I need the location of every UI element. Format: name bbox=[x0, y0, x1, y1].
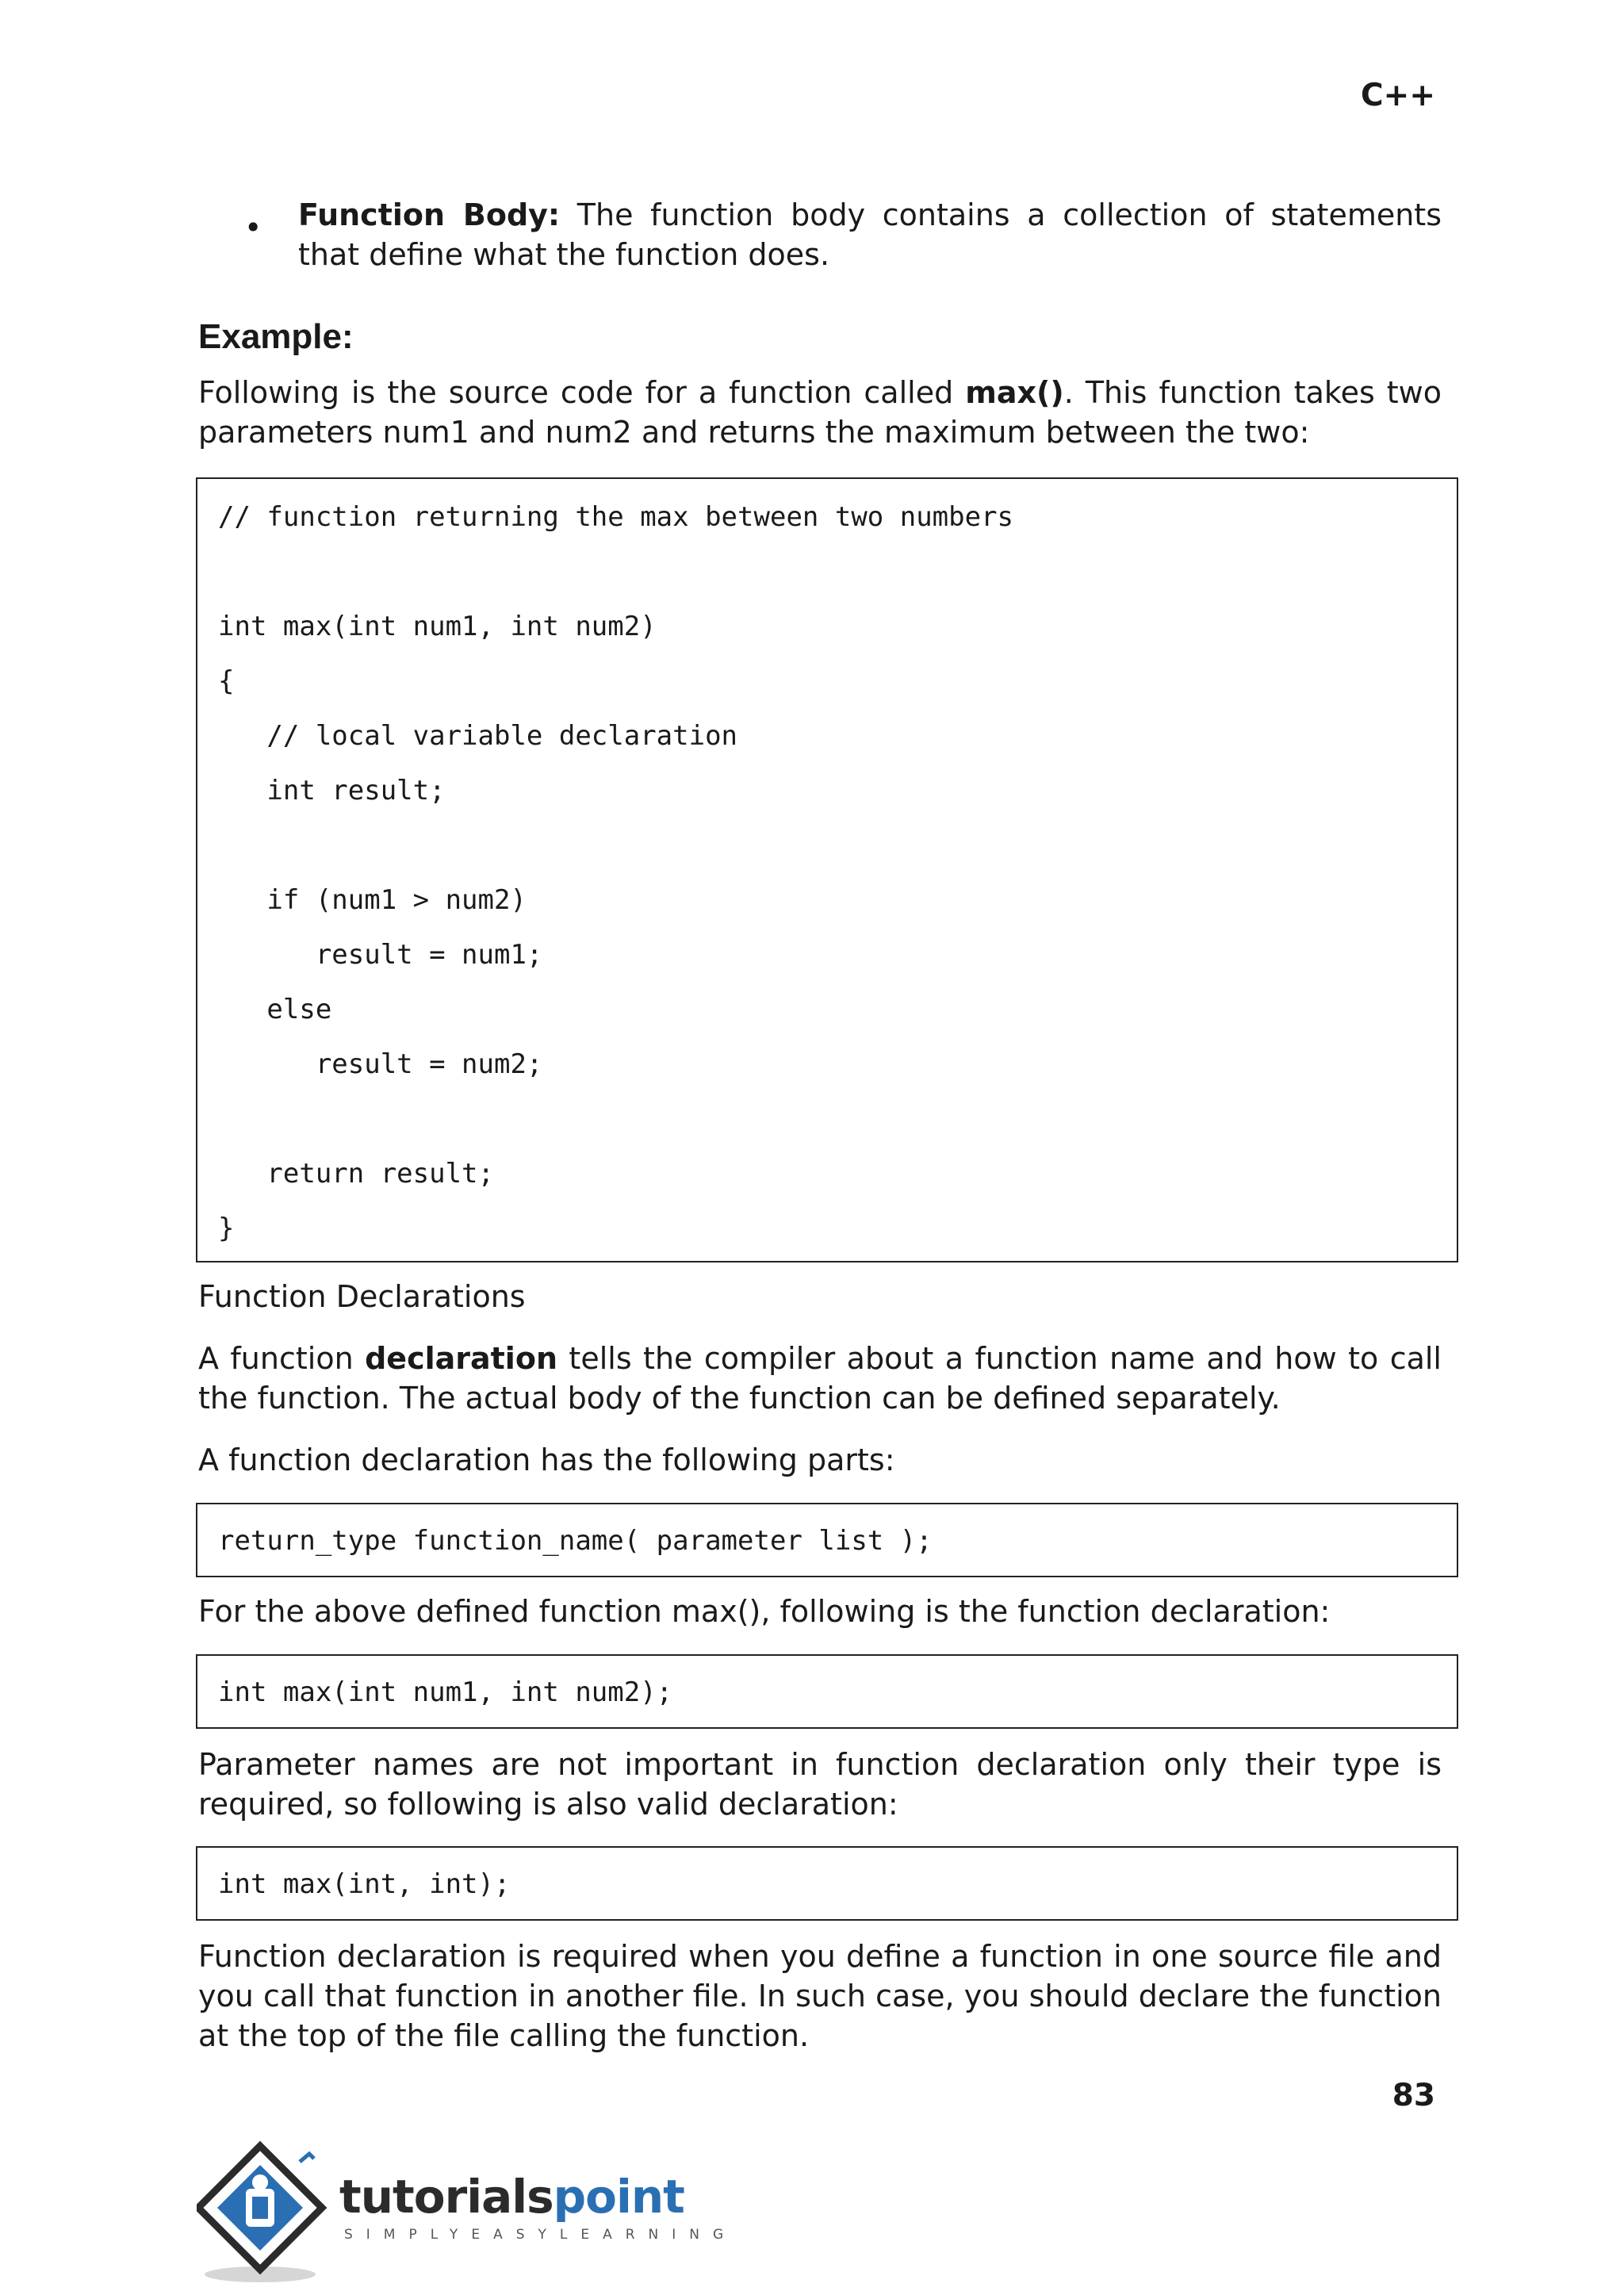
code-line: { bbox=[218, 665, 235, 697]
code-line: int max(int, int); bbox=[218, 1868, 511, 1900]
code-block-syntax bbox=[196, 1503, 1458, 1577]
bullet-label: Function Body: bbox=[298, 197, 561, 232]
code-line: int result; bbox=[218, 775, 446, 807]
logo-diamond-icon bbox=[197, 2138, 339, 2289]
code-line: } bbox=[218, 1213, 235, 1244]
example-heading: Example: bbox=[198, 317, 354, 356]
intro-bold: max() bbox=[965, 375, 1064, 410]
code-line: return result; bbox=[218, 1158, 494, 1190]
code-line: // local variable declaration bbox=[218, 720, 738, 752]
decl-before: A function bbox=[198, 1341, 366, 1376]
code-line: result = num2; bbox=[218, 1048, 543, 1080]
intro-after: . This function takes two parameters num1 and num2 and returns the maximum between the two: bbox=[198, 375, 1442, 450]
page-number: 83 bbox=[1392, 2078, 1435, 2113]
intro-before: Following is the source code for a function called bbox=[198, 375, 966, 410]
code-line: result = num1; bbox=[218, 939, 543, 971]
intro-paragraph bbox=[198, 373, 1442, 452]
code-line: else bbox=[218, 994, 332, 1025]
code-line: int max(int num1, int num2) bbox=[218, 611, 657, 642]
code-line: return_type function_name( parameter list ); bbox=[218, 1525, 933, 1557]
code-line: int max(int num1, int num2); bbox=[218, 1676, 673, 1708]
section-title: Function Declarations bbox=[198, 1279, 526, 1314]
bullet-dot: • bbox=[244, 210, 262, 245]
logo-wordmark: tutorialspoint bbox=[339, 2170, 684, 2224]
decl-after: tells the compiler about a function name and how to call the function. The actual body of the function can be defined separately. bbox=[198, 1341, 1442, 1416]
code-block-declaration bbox=[196, 1654, 1458, 1729]
decl-bold: declaration bbox=[365, 1341, 557, 1376]
running-header: C++ bbox=[1361, 78, 1435, 113]
code-line: if (num1 > num2) bbox=[218, 884, 527, 916]
logo-tagline: SIMPLYEASYLEARNING bbox=[344, 2227, 737, 2243]
code-line: // function returning the max between two numbers bbox=[218, 501, 1014, 533]
code-block-max bbox=[196, 477, 1458, 1262]
above-paragraph: For the above defined function max(), following is the function declaration: bbox=[198, 1594, 1331, 1629]
declaration-paragraph bbox=[198, 1339, 1442, 1418]
param-paragraph: Parameter names are not important in function declaration only their type is required, so following is also valid declaration: bbox=[198, 1747, 1442, 1822]
final-paragraph: Function declaration is required when you define a function in one source file and you call that function in another file. In such case, you should declare the function at the top of the file calling the function. bbox=[198, 1939, 1442, 2053]
bullet-item-function-body bbox=[298, 195, 1442, 274]
tutorialspoint-logo bbox=[197, 2138, 737, 2289]
code-block-declaration-short bbox=[196, 1846, 1458, 1921]
bullet-body: The function body contains a collection of statements that define what the function does. bbox=[298, 197, 1442, 272]
parts-paragraph: A function declaration has the following parts: bbox=[198, 1443, 895, 1477]
